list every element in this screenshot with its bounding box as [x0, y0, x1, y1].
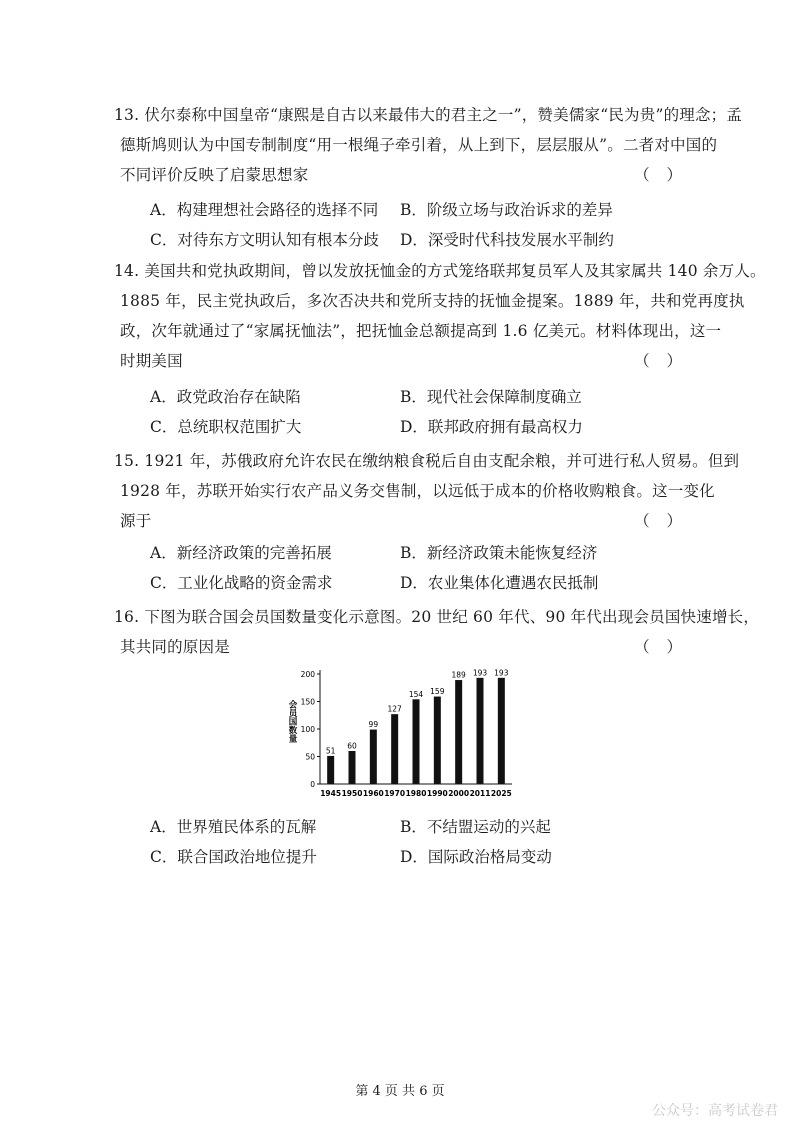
q15-option-b: B．新经济政策未能恢复经济: [400, 544, 598, 562]
question-13: [114, 100, 743, 190]
x-tick-label: 1945: [320, 789, 342, 798]
question-16: [114, 602, 760, 662]
q16-line-2-text: 其共同的原因是: [120, 638, 230, 656]
q15-options: [150, 538, 670, 598]
x-tick-label: 1980: [405, 789, 427, 798]
q15-line-2: 1928 年，苏联开始实行农产品义务交售制，以远低于成本的价格收购粮食。这一变化: [120, 482, 715, 500]
q16-line-1: 16. 下图为联合国会员国数量变化示意图。20 世纪 60 年代、90 年代出现会员国快速增长，: [114, 608, 760, 626]
bar: [349, 751, 356, 784]
bar-value-label: 60: [347, 741, 357, 751]
q13-line-3-text: 不同评价反映了启蒙思想家: [120, 166, 309, 184]
x-tick-label: 1960: [362, 789, 384, 798]
q14-option-a: A．政党政治存在缺陷: [150, 388, 301, 406]
question-14: [114, 256, 766, 376]
q14-line-4: [120, 346, 688, 376]
bar-value-label: 127: [387, 704, 402, 714]
q16-line-2: [120, 632, 688, 662]
bar-value-label: 51: [325, 746, 336, 756]
q13-line-2: 德斯鸠则认为中国专制制度“用一根绳子牵引着，从上到下，层层服从”。二者对中国的: [120, 136, 718, 154]
page-footer: 第 4 页 共 6 页: [355, 1084, 445, 1099]
q16-option-a: A．世界殖民体系的瓦解: [150, 818, 317, 836]
q13-answer-paren: （ ）: [634, 166, 688, 184]
y-tick-label: 0: [310, 780, 315, 789]
x-tick-label: 1990: [426, 789, 448, 798]
q14-answer-paren: （ ）: [634, 352, 688, 370]
q13-option-a: A．构建理想社会路径的选择不同: [150, 201, 379, 219]
q16-options: [150, 812, 670, 872]
bar-value-label: 189: [451, 670, 466, 680]
q13-line-1: 13. 伏尔泰称中国皇帝“康熙是自古以来最伟大的君主之一”，赞美儒家“民为贵”的理念；孟: [114, 106, 743, 124]
q14-options: [150, 382, 670, 442]
bar-value-label: 159: [430, 687, 445, 697]
chart-bars: [326, 668, 509, 784]
un-membership-bar-chart: [280, 662, 530, 802]
q16-option-d: D．国际政治格局变动: [400, 848, 552, 866]
q15-line-3: [120, 506, 688, 536]
bar-value-label: 193: [494, 668, 509, 678]
q13-option-c: C．对待东方文明认知有根本分歧: [150, 231, 379, 249]
q13-option-b: B．阶级立场与政治诉求的差异: [400, 201, 613, 219]
q15-line-1: 15. 1921 年，苏俄政府允许农民在缴纳粮食税后自由支配余粮，并可进行私人贸易。但到: [114, 452, 740, 470]
q16-option-c: C．联合国政治地位提升: [150, 848, 317, 866]
q13-options: [150, 195, 670, 255]
q13-option-d: D．深受时代科技发展水平制约: [400, 231, 614, 249]
bar-value-label: 154: [408, 689, 424, 699]
question-15: [114, 446, 740, 536]
q15-line-3-text: 源于: [120, 512, 152, 530]
bar: [455, 680, 462, 784]
q14-line-2: 1885 年，民主党执政后，多次否决共和党所支持的抚恤金提案。1889 年，共和党再度执: [120, 292, 745, 310]
q14-line-4-text: 时期美国: [120, 352, 183, 370]
q13-line-3: [120, 160, 688, 190]
x-tick-label: 1950: [341, 789, 363, 798]
q15-option-a: A．新经济政策的完善拓展: [150, 544, 332, 562]
q14-option-b: B．现代社会保障制度确立: [400, 388, 582, 406]
q14-line-1: 14. 美国共和党执政期间，曾以发放抚恤金的方式笼络联邦复员军人及其家属共 140 余万人。: [114, 262, 766, 280]
q15-option-c: C．工业化战略的资金需求: [150, 574, 333, 592]
bar: [327, 756, 334, 784]
watermark: 公众号：高考试卷君: [652, 1103, 778, 1119]
q14-line-3: 政，次年就通过了“家属抚恤法”，把抚恤金总额提高到 1.6 亿美元。材料体现出，这一: [120, 322, 722, 340]
x-tick-label: 1970: [384, 789, 406, 798]
y-tick-label: 50: [305, 752, 315, 762]
q15-option-d: D．农业集体化遭遇农民抵制: [400, 574, 599, 592]
x-tick-label: 2000: [448, 789, 470, 798]
bar: [477, 678, 484, 784]
chart-y-axis-label: 会员国数量: [287, 700, 297, 743]
q15-answer-paren: （ ）: [634, 512, 688, 530]
bar: [498, 678, 505, 784]
bar: [370, 730, 377, 784]
bar: [413, 699, 420, 784]
q16-option-b: B．不结盟运动的兴起: [400, 818, 551, 836]
bar: [391, 714, 398, 784]
y-tick-label: 150: [300, 697, 315, 707]
x-tick-label: 2011: [469, 789, 491, 798]
bar-value-label: 99: [368, 720, 379, 730]
q16-answer-paren: （ ）: [634, 638, 688, 656]
y-tick-label: 200: [300, 670, 315, 679]
x-tick-label: 2025: [490, 789, 512, 798]
q14-option-d: D．联邦政府拥有最高权力: [400, 418, 583, 436]
bar: [434, 697, 441, 784]
q14-option-c: C．总统职权范围扩大: [150, 418, 302, 436]
y-tick-label: 100: [300, 725, 315, 734]
bar-value-label: 193: [472, 668, 488, 678]
